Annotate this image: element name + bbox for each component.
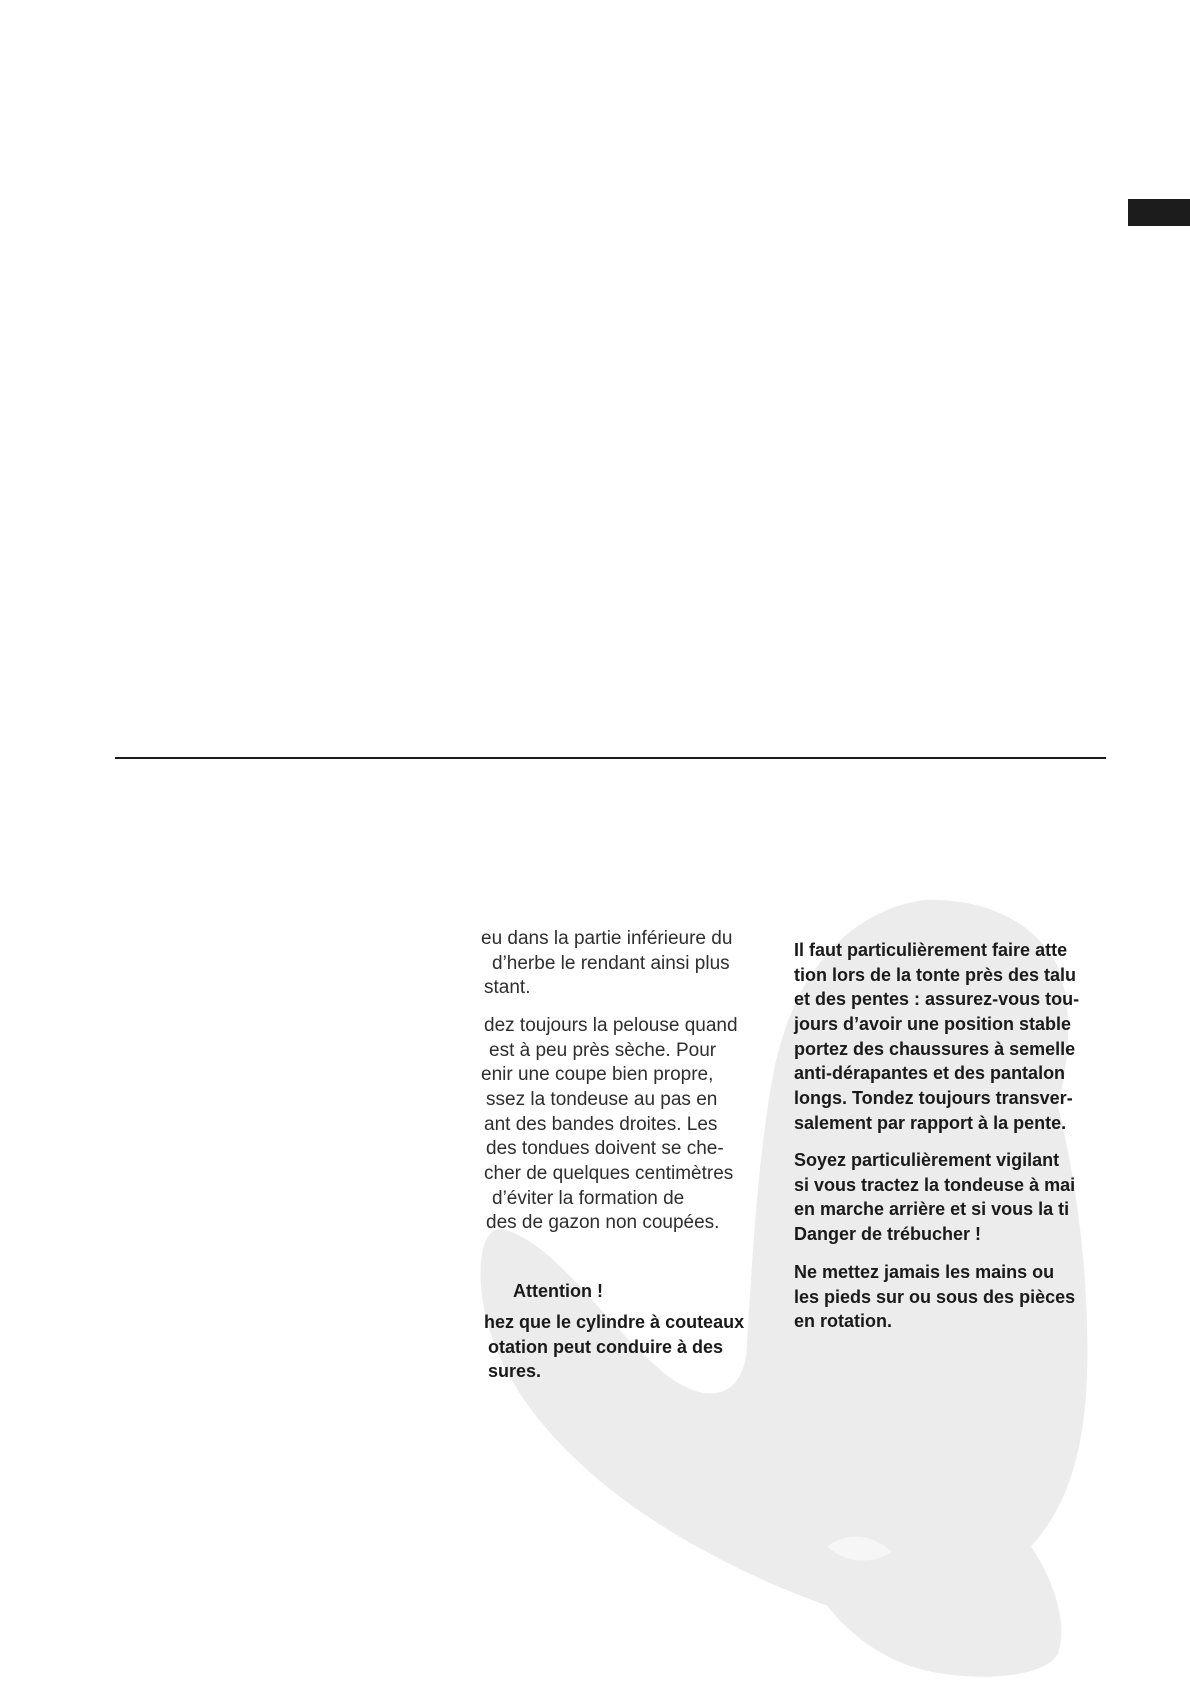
right-p1-line: longs. Tondez toujours transver- xyxy=(794,1088,1073,1108)
right-p3-line: les pieds sur ou sous des pièces xyxy=(794,1287,1076,1307)
right-p1-line: portez des chaussures à semelle xyxy=(794,1039,1076,1059)
right-p1-line: tion lors de la tonte près des talu xyxy=(794,965,1077,985)
left-p2-line: enir une coupe bien propre, xyxy=(481,1064,714,1085)
left-p2-line: des de gazon non coupées. xyxy=(486,1212,720,1233)
right-p1-line: jours d’avoir une position stable xyxy=(794,1014,1072,1034)
right-p1-line: anti-dérapantes et des pantalon xyxy=(794,1063,1066,1083)
warning-title: Attention ! xyxy=(513,1281,603,1301)
left-p2-line: cher de quelques centimètres xyxy=(484,1163,734,1184)
section-tab xyxy=(1128,199,1190,226)
right-p3-line: Ne mettez jamais les mains ou xyxy=(794,1262,1055,1282)
horizontal-divider xyxy=(115,757,1106,759)
left-p2-line: d’éviter la formation de xyxy=(492,1188,685,1209)
left-p2-line: dez toujours la pelouse quand xyxy=(484,1015,738,1036)
right-p1-line: et des pentes : assurez-vous tou- xyxy=(794,989,1080,1009)
right-p2-line: Danger de trébucher ! xyxy=(794,1224,982,1244)
right-p1-line: Il faut particulièrement faire atte xyxy=(794,940,1068,960)
left-p2-line: est à peu près sèche. Pour xyxy=(489,1040,717,1061)
warning-line: hez que le cylindre à couteaux xyxy=(484,1312,745,1332)
left-p2-line: des tondues doivent se che- xyxy=(486,1138,724,1159)
right-p2-line: si vous tractez la tondeuse à mai xyxy=(794,1175,1076,1195)
warning-line: otation peut conduire à des xyxy=(488,1337,724,1357)
left-p1-line: stant. xyxy=(484,977,531,998)
left-p1-line: eu dans la partie inférieure du xyxy=(481,928,733,949)
right-p2-line: en marche arrière et si vous la ti xyxy=(794,1199,1070,1219)
warning-line: sures. xyxy=(488,1361,542,1381)
left-p2-line: ssez la tondeuse au pas en xyxy=(486,1089,718,1110)
right-p1-line: salement par rapport à la pente. xyxy=(794,1113,1067,1133)
left-p2-line: ant des bandes droites. Les xyxy=(484,1114,718,1135)
right-p2-line: Soyez particulièrement vigilant xyxy=(794,1150,1060,1170)
left-p1-line: d’herbe le rendant ainsi plus xyxy=(492,953,730,974)
right-p3-line: en rotation. xyxy=(794,1311,892,1331)
